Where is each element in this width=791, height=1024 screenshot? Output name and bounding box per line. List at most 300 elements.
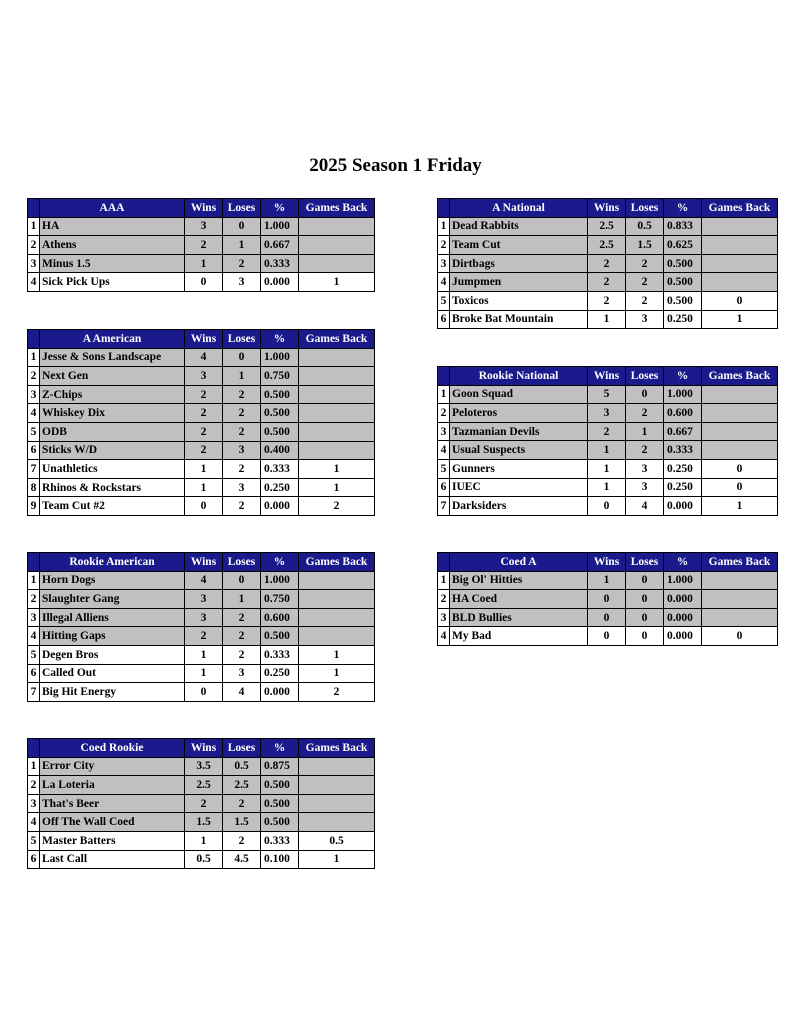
wins-cell: 0	[588, 590, 626, 609]
rank-cell: 3	[438, 608, 450, 627]
column-header-wins: Wins	[185, 553, 223, 572]
wins-cell: 1	[588, 441, 626, 460]
table-row	[28, 645, 375, 664]
loses-cell: 4.5	[223, 850, 261, 869]
loses-cell: 3	[626, 478, 664, 497]
table-row	[438, 478, 778, 497]
table-row	[28, 608, 375, 627]
games-back-cell: 2	[299, 683, 375, 702]
games-back-cell	[299, 348, 375, 367]
team-name: Called Out	[40, 664, 185, 683]
games-back-cell	[702, 217, 778, 236]
pct-cell: 0.100	[261, 850, 299, 869]
division-name: Rookie National	[450, 367, 588, 386]
rank-cell: 4	[28, 404, 40, 423]
loses-cell: 0	[223, 571, 261, 590]
team-name: Jumpmen	[450, 273, 588, 292]
table-row	[438, 310, 778, 329]
rank-cell: 7	[28, 460, 40, 479]
column-header-pct: %	[261, 330, 299, 349]
rank-cell: 5	[438, 459, 450, 478]
team-name: Slaughter Gang	[40, 590, 185, 609]
loses-cell: 1	[626, 422, 664, 441]
pct-cell: 0.333	[261, 645, 299, 664]
column-header-wins: Wins	[185, 330, 223, 349]
wins-cell: 2	[185, 404, 223, 423]
rank-cell: 1	[438, 385, 450, 404]
table-row	[438, 571, 778, 590]
column-header-wins: Wins	[588, 553, 626, 572]
column-header-games-back: Games Back	[702, 553, 778, 572]
wins-cell: 2	[185, 236, 223, 255]
team-name: Gunners	[450, 459, 588, 478]
pct-cell: 0.250	[664, 459, 702, 478]
wins-cell: 0	[185, 683, 223, 702]
games-back-cell: 2	[299, 497, 375, 516]
pct-cell: 0.250	[261, 478, 299, 497]
wins-cell: 2.5	[588, 217, 626, 236]
loses-cell: 2	[223, 254, 261, 273]
games-back-cell	[299, 441, 375, 460]
standings-table-coed-a	[437, 552, 778, 646]
header-corner	[438, 553, 450, 572]
table-row	[28, 497, 375, 516]
games-back-cell	[299, 422, 375, 441]
standings-table-rookie-national	[437, 366, 778, 516]
table-row	[28, 831, 375, 850]
table-row	[438, 217, 778, 236]
rank-cell: 4	[438, 627, 450, 646]
loses-cell: 2.5	[223, 776, 261, 795]
games-back-cell	[702, 404, 778, 423]
division-name: A National	[450, 199, 588, 218]
table-row	[438, 608, 778, 627]
wins-cell: 1	[185, 664, 223, 683]
pct-cell: 0.500	[261, 404, 299, 423]
loses-cell: 1.5	[626, 236, 664, 255]
team-name: Usual Suspects	[450, 441, 588, 460]
header-row	[28, 739, 375, 758]
games-back-cell: 1	[702, 497, 778, 516]
team-name: Peloteros	[450, 404, 588, 423]
loses-cell: 2	[626, 254, 664, 273]
pct-cell: 0.833	[664, 217, 702, 236]
loses-cell: 2	[223, 645, 261, 664]
pct-cell: 0.500	[261, 794, 299, 813]
rank-cell: 1	[28, 348, 40, 367]
table-row	[438, 385, 778, 404]
loses-cell: 1	[223, 590, 261, 609]
wins-cell: 5	[588, 385, 626, 404]
header-row	[28, 330, 375, 349]
loses-cell: 2	[626, 441, 664, 460]
loses-cell: 3	[223, 441, 261, 460]
column-header-wins: Wins	[185, 199, 223, 218]
rank-cell: 8	[28, 478, 40, 497]
team-name: That's Beer	[40, 794, 185, 813]
column-header-games-back: Games Back	[702, 367, 778, 386]
team-name: Horn Dogs	[40, 571, 185, 590]
games-back-cell	[299, 404, 375, 423]
division-name: Coed Rookie	[40, 739, 185, 758]
header-corner	[28, 199, 40, 218]
pct-cell: 0.000	[261, 497, 299, 516]
table-row	[28, 236, 375, 255]
pct-cell: 0.500	[261, 813, 299, 832]
column-header-pct: %	[261, 553, 299, 572]
rank-cell: 6	[28, 850, 40, 869]
header-row	[28, 553, 375, 572]
wins-cell: 1	[185, 460, 223, 479]
loses-cell: 3	[223, 664, 261, 683]
header-row	[438, 199, 778, 218]
games-back-cell	[702, 236, 778, 255]
pct-cell: 0.500	[664, 291, 702, 310]
team-name: Tazmanian Devils	[450, 422, 588, 441]
rank-cell: 1	[28, 757, 40, 776]
table-row	[28, 441, 375, 460]
games-back-cell	[299, 776, 375, 795]
rank-cell: 1	[438, 217, 450, 236]
loses-cell: 0	[626, 571, 664, 590]
rank-cell: 9	[28, 497, 40, 516]
rank-cell: 1	[438, 571, 450, 590]
pct-cell: 0.250	[664, 478, 702, 497]
wins-cell: 1	[185, 254, 223, 273]
header-row	[438, 367, 778, 386]
team-name: Goon Squad	[450, 385, 588, 404]
table-row	[28, 273, 375, 292]
rank-cell: 1	[28, 217, 40, 236]
table-row	[28, 590, 375, 609]
wins-cell: 3	[185, 590, 223, 609]
wins-cell: 2	[588, 254, 626, 273]
games-back-cell: 1	[299, 273, 375, 292]
wins-cell: 4	[185, 348, 223, 367]
wins-cell: 2	[588, 422, 626, 441]
games-back-cell: 1	[299, 850, 375, 869]
loses-cell: 0.5	[626, 217, 664, 236]
rank-cell: 4	[28, 627, 40, 646]
column-header-pct: %	[261, 739, 299, 758]
team-name: Last Call	[40, 850, 185, 869]
table-row	[28, 813, 375, 832]
team-name: HA	[40, 217, 185, 236]
loses-cell: 3	[223, 273, 261, 292]
loses-cell: 2	[223, 422, 261, 441]
wins-cell: 2	[185, 385, 223, 404]
wins-cell: 2	[185, 794, 223, 813]
wins-cell: 0	[185, 497, 223, 516]
rank-cell: 7	[28, 683, 40, 702]
team-name: Broke Bat Mountain	[450, 310, 588, 329]
team-name: Z-Chips	[40, 385, 185, 404]
pct-cell: 0.667	[261, 236, 299, 255]
games-back-cell	[702, 590, 778, 609]
standings-table-rookie-american	[27, 552, 375, 702]
games-back-cell	[702, 385, 778, 404]
rank-cell: 3	[438, 254, 450, 273]
loses-cell: 3	[223, 478, 261, 497]
table-row	[438, 236, 778, 255]
pct-cell: 0.333	[261, 254, 299, 273]
loses-cell: 0	[626, 608, 664, 627]
loses-cell: 4	[626, 497, 664, 516]
wins-cell: 2	[588, 273, 626, 292]
rank-cell: 3	[28, 254, 40, 273]
rank-cell: 4	[28, 813, 40, 832]
header-corner	[28, 739, 40, 758]
wins-cell: 3	[185, 608, 223, 627]
team-name: Jesse & Sons Landscape	[40, 348, 185, 367]
header-corner	[28, 553, 40, 572]
loses-cell: 0	[626, 590, 664, 609]
table-row	[438, 459, 778, 478]
standings-table-coed-rookie	[27, 738, 375, 869]
rank-cell: 3	[28, 385, 40, 404]
standings-table-aaa	[27, 198, 375, 292]
games-back-cell: 1	[299, 460, 375, 479]
rank-cell: 7	[438, 497, 450, 516]
table-row	[438, 627, 778, 646]
rank-cell: 2	[438, 590, 450, 609]
team-name: Team Cut	[450, 236, 588, 255]
games-back-cell	[702, 273, 778, 292]
wins-cell: 1.5	[185, 813, 223, 832]
pct-cell: 0.875	[261, 757, 299, 776]
pct-cell: 0.333	[664, 441, 702, 460]
games-back-cell: 0	[702, 459, 778, 478]
wins-cell: 2	[185, 627, 223, 646]
standings-table-a-american	[27, 329, 375, 516]
pct-cell: 0.500	[664, 273, 702, 292]
table-row	[438, 404, 778, 423]
pct-cell: 0.750	[261, 367, 299, 386]
wins-cell: 2	[185, 441, 223, 460]
pct-cell: 0.400	[261, 441, 299, 460]
team-name: Degen Bros	[40, 645, 185, 664]
page-title: 2025 Season 1 Friday	[309, 155, 482, 176]
pct-cell: 0.625	[664, 236, 702, 255]
pct-cell: 0.000	[261, 273, 299, 292]
games-back-cell: 1	[702, 310, 778, 329]
games-back-cell: 1	[299, 478, 375, 497]
table-row	[438, 590, 778, 609]
table-row	[28, 348, 375, 367]
team-name: Unathletics	[40, 460, 185, 479]
column-header-games-back: Games Back	[702, 199, 778, 218]
table-row	[28, 254, 375, 273]
loses-cell: 1	[223, 367, 261, 386]
wins-cell: 1	[588, 571, 626, 590]
team-name: Team Cut #2	[40, 497, 185, 516]
loses-cell: 2	[626, 273, 664, 292]
loses-cell: 2	[223, 497, 261, 516]
wins-cell: 1	[185, 831, 223, 850]
team-name: Illegal Alliens	[40, 608, 185, 627]
rank-cell: 3	[28, 608, 40, 627]
team-name: Master Batters	[40, 831, 185, 850]
loses-cell: 0	[223, 217, 261, 236]
games-back-cell: 0	[702, 291, 778, 310]
wins-cell: 4	[185, 571, 223, 590]
loses-cell: 2	[223, 608, 261, 627]
loses-cell: 2	[223, 404, 261, 423]
table-row	[28, 385, 375, 404]
column-header-games-back: Games Back	[299, 199, 375, 218]
games-back-cell	[299, 367, 375, 386]
pct-cell: 0.250	[261, 664, 299, 683]
standings-table-a-national	[437, 198, 778, 329]
pct-cell: 0.500	[261, 422, 299, 441]
rank-cell: 2	[438, 404, 450, 423]
header-corner	[438, 367, 450, 386]
column-header-loses: Loses	[223, 330, 261, 349]
table-row	[28, 627, 375, 646]
pct-cell: 0.600	[261, 608, 299, 627]
table-row	[28, 217, 375, 236]
header-row	[28, 199, 375, 218]
wins-cell: 0	[588, 608, 626, 627]
rank-cell: 5	[28, 831, 40, 850]
pct-cell: 0.250	[664, 310, 702, 329]
team-name: Sick Pick Ups	[40, 273, 185, 292]
loses-cell: 3	[626, 310, 664, 329]
column-header-loses: Loses	[626, 367, 664, 386]
pct-cell: 0.000	[261, 683, 299, 702]
games-back-cell	[702, 441, 778, 460]
games-back-cell	[299, 757, 375, 776]
rank-cell: 4	[438, 441, 450, 460]
division-name: Rookie American	[40, 553, 185, 572]
games-back-cell	[299, 608, 375, 627]
loses-cell: 4	[223, 683, 261, 702]
pct-cell: 0.500	[664, 254, 702, 273]
loses-cell: 3	[626, 459, 664, 478]
wins-cell: 1	[185, 478, 223, 497]
wins-cell: 1	[588, 478, 626, 497]
games-back-cell	[299, 217, 375, 236]
rank-cell: 3	[28, 794, 40, 813]
wins-cell: 3	[185, 217, 223, 236]
loses-cell: 0	[626, 627, 664, 646]
loses-cell: 2	[223, 831, 261, 850]
wins-cell: 3	[185, 367, 223, 386]
games-back-cell	[299, 590, 375, 609]
pct-cell: 0.500	[261, 385, 299, 404]
team-name: BLD Bullies	[450, 608, 588, 627]
rank-cell: 3	[438, 422, 450, 441]
table-row	[28, 794, 375, 813]
rank-cell: 6	[28, 664, 40, 683]
pct-cell: 0.333	[261, 831, 299, 850]
pct-cell: 0.500	[261, 627, 299, 646]
table-row	[28, 404, 375, 423]
column-header-wins: Wins	[588, 199, 626, 218]
wins-cell: 1	[185, 645, 223, 664]
rank-cell: 4	[28, 273, 40, 292]
rank-cell: 6	[438, 310, 450, 329]
team-name: Dirtbags	[450, 254, 588, 273]
team-name: La Loteria	[40, 776, 185, 795]
wins-cell: 3	[588, 404, 626, 423]
column-header-loses: Loses	[223, 739, 261, 758]
column-header-wins: Wins	[185, 739, 223, 758]
loses-cell: 0	[626, 385, 664, 404]
games-back-cell	[702, 608, 778, 627]
pct-cell: 0.750	[261, 590, 299, 609]
rank-cell: 2	[28, 776, 40, 795]
column-header-loses: Loses	[223, 553, 261, 572]
pct-cell: 1.000	[261, 217, 299, 236]
games-back-cell: 0	[702, 478, 778, 497]
team-name: Hitting Gaps	[40, 627, 185, 646]
wins-cell: 1	[588, 459, 626, 478]
table-row	[28, 367, 375, 386]
team-name: Toxicos	[450, 291, 588, 310]
pct-cell: 0.500	[261, 776, 299, 795]
team-name: Sticks W/D	[40, 441, 185, 460]
loses-cell: 2	[626, 291, 664, 310]
wins-cell: 2	[588, 291, 626, 310]
pct-cell: 0.000	[664, 590, 702, 609]
wins-cell: 3.5	[185, 757, 223, 776]
table-row	[28, 422, 375, 441]
games-back-cell	[299, 236, 375, 255]
rank-cell: 5	[438, 291, 450, 310]
loses-cell: 2	[223, 627, 261, 646]
pct-cell: 0.600	[664, 404, 702, 423]
pct-cell: 0.667	[664, 422, 702, 441]
wins-cell: 2.5	[185, 776, 223, 795]
games-back-cell	[702, 254, 778, 273]
division-name: Coed A	[450, 553, 588, 572]
header-corner	[28, 330, 40, 349]
rank-cell: 6	[438, 478, 450, 497]
pct-cell: 0.000	[664, 608, 702, 627]
column-header-loses: Loses	[626, 199, 664, 218]
games-back-cell: 0.5	[299, 831, 375, 850]
table-row	[28, 460, 375, 479]
column-header-games-back: Games Back	[299, 739, 375, 758]
loses-cell: 2	[223, 794, 261, 813]
pct-cell: 1.000	[261, 348, 299, 367]
column-header-pct: %	[664, 553, 702, 572]
wins-cell: 0	[588, 627, 626, 646]
pct-cell: 1.000	[664, 571, 702, 590]
column-header-pct: %	[664, 199, 702, 218]
table-row	[438, 291, 778, 310]
table-row	[438, 422, 778, 441]
table-row	[438, 497, 778, 516]
loses-cell: 2	[223, 460, 261, 479]
games-back-cell	[702, 422, 778, 441]
team-name: Athens	[40, 236, 185, 255]
loses-cell: 0	[223, 348, 261, 367]
team-name: ODB	[40, 422, 185, 441]
table-row	[28, 478, 375, 497]
wins-cell: 0	[185, 273, 223, 292]
column-header-loses: Loses	[626, 553, 664, 572]
table-row	[28, 664, 375, 683]
division-name: A American	[40, 330, 185, 349]
team-name: Error City	[40, 757, 185, 776]
division-name: AAA	[40, 199, 185, 218]
pct-cell: 0.000	[664, 497, 702, 516]
team-name: Darksiders	[450, 497, 588, 516]
pct-cell: 0.000	[664, 627, 702, 646]
table-row	[438, 254, 778, 273]
